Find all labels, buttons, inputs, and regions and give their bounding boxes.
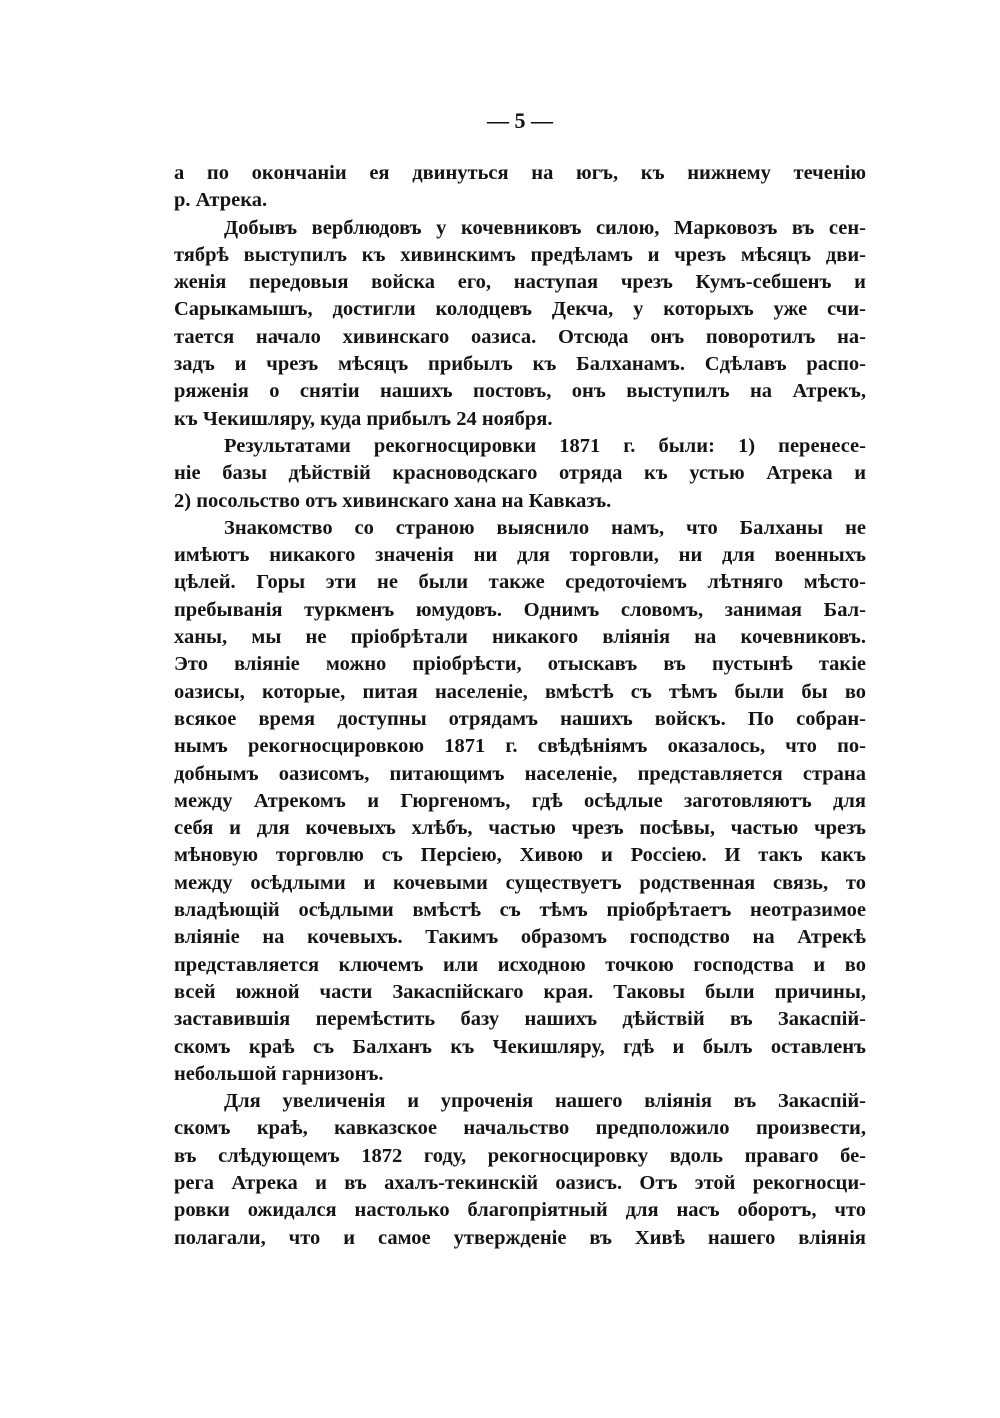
text-line: р. Атрека. bbox=[174, 189, 268, 212]
text-line: 2) посольство отъ хивинскаго хана на Кавказъ. bbox=[174, 489, 612, 512]
text-line: всей южной части Закаспiйскаго края. Таковы были причины, bbox=[174, 980, 866, 1003]
text-line: пребыванiя туркменъ юмудовъ. Однимъ словомъ, занимая Бал- bbox=[174, 598, 866, 621]
text-line: ханы, мы не прiобрѣтали никакого влiянiя на кочевниковъ. bbox=[174, 626, 866, 649]
text-line: цѣлей. Горы эти не были также средоточiемъ лѣтняго мѣсто- bbox=[174, 571, 866, 594]
paragraph-first-line: Для увеличенiя и упроченiя нашего влiянiя въ Закаспiй- bbox=[224, 1090, 866, 1113]
text-line: представляется ключемъ или исходною точкою господства и во bbox=[174, 953, 866, 976]
text-line: влiянiе на кочевыхъ. Такимъ образомъ господство на Атрекѣ bbox=[174, 926, 866, 949]
paragraph-first-line: Результатами рекогносцировки 1871 г. были: 1) перенесе- bbox=[224, 434, 866, 457]
text-line: небольшой гарнизонъ. bbox=[174, 1062, 384, 1085]
text-line: между осѣдлыми и кочевыми существуетъ родственная связь, то bbox=[174, 871, 866, 894]
text-line: скомъ краѣ, кавказское начальство предположило произвести, bbox=[174, 1117, 866, 1140]
body-text bbox=[174, 160, 866, 1252]
text-line: Это влiянiе можно прiобрѣсти, отыскавъ въ пустынѣ такiе bbox=[174, 653, 866, 676]
text-line: мѣновую торговлю съ Персiею, Хивою и Россiею. И такъ какъ bbox=[174, 844, 866, 867]
text-line: рега Атрека и въ ахалъ-текинскiй оазисъ. Отъ этой рекогносци- bbox=[174, 1171, 866, 1194]
text-line: нымъ рекогносцировкою 1871 г. свѣдѣнiямъ оказалось, что по- bbox=[174, 735, 866, 758]
text-line: заставившiя перемѣстить базу нашихъ дѣйствiй въ Закаспiй- bbox=[174, 1008, 866, 1031]
text-line: добнымъ оазисомъ, питающимъ населенiе, представляется страна bbox=[174, 762, 866, 785]
text-line: задъ и чрезъ мѣсяцъ прибылъ къ Балханамъ. Сдѣлавъ распо- bbox=[174, 353, 866, 376]
text-line: нiе базы дѣйствiй красноводскаго отряда къ устью Атрека и bbox=[174, 462, 866, 485]
text-line: тается начало хивинскаго оазиса. Отсюда онъ поворотилъ на- bbox=[174, 325, 866, 348]
text-line: тябрѣ выступилъ къ хивинскимъ предѣламъ и чрезъ мѣсяцъ дви- bbox=[174, 243, 866, 266]
text-line: ряженiя о снятiи нашихъ постовъ, онъ выступилъ на Атрекъ, bbox=[174, 380, 866, 403]
text-line: между Атрекомъ и Гюргеномъ, гдѣ осѣдлые заготовляютъ для bbox=[174, 789, 866, 812]
page-number: — 5 — bbox=[487, 108, 553, 133]
text-line: женiя передовыя войска его, наступая чрезъ Кумъ-себшенъ и bbox=[174, 271, 866, 294]
text-line: имѣютъ никакого значенiя ни для торговли, ни для военныхъ bbox=[174, 544, 866, 567]
text-line: Сарыкамышъ, достигли колодцевъ Декча, у которыхъ уже счи- bbox=[174, 298, 866, 321]
text-line: оазисы, которые, питая населенiе, вмѣстѣ съ тѣмъ были бы во bbox=[174, 680, 866, 703]
text-line: а по окончанiи ея двинуться на югъ, къ нижнему теченiю bbox=[174, 162, 866, 184]
text-line: скомъ краѣ съ Балханъ къ Чекишляру, гдѣ и былъ оставленъ bbox=[174, 1035, 866, 1058]
text-line: въ слѣдующемъ 1872 году, рекогносцировку вдоль праваго бе- bbox=[174, 1144, 866, 1167]
text-line: всякое время доступны отрядамъ нашихъ войскъ. По собран- bbox=[174, 707, 866, 730]
text-line: полагали, что и самое утвержденiе въ Хивѣ нашего влiянiя bbox=[174, 1226, 866, 1249]
text-line: къ Чекишляру, куда прибылъ 24 ноября. bbox=[174, 407, 553, 430]
paragraph-first-line: Добывъ верблюдовъ у кочевниковъ силою, Марковозъ въ сен- bbox=[224, 216, 866, 239]
text-line: себя и для кочевыхъ хлѣбъ, частью чрезъ посѣвы, частью чрезъ bbox=[174, 817, 866, 840]
paragraph-first-line: Знакомство со страною выяснило намъ, что Балханы не bbox=[224, 516, 866, 539]
text-line: владѣющiй осѣдлыми вмѣстѣ съ тѣмъ прiобрѣтаетъ неотразимое bbox=[174, 899, 866, 922]
text-line: ровки ожидался настолько благопрiятный для насъ оборотъ, что bbox=[174, 1199, 866, 1222]
